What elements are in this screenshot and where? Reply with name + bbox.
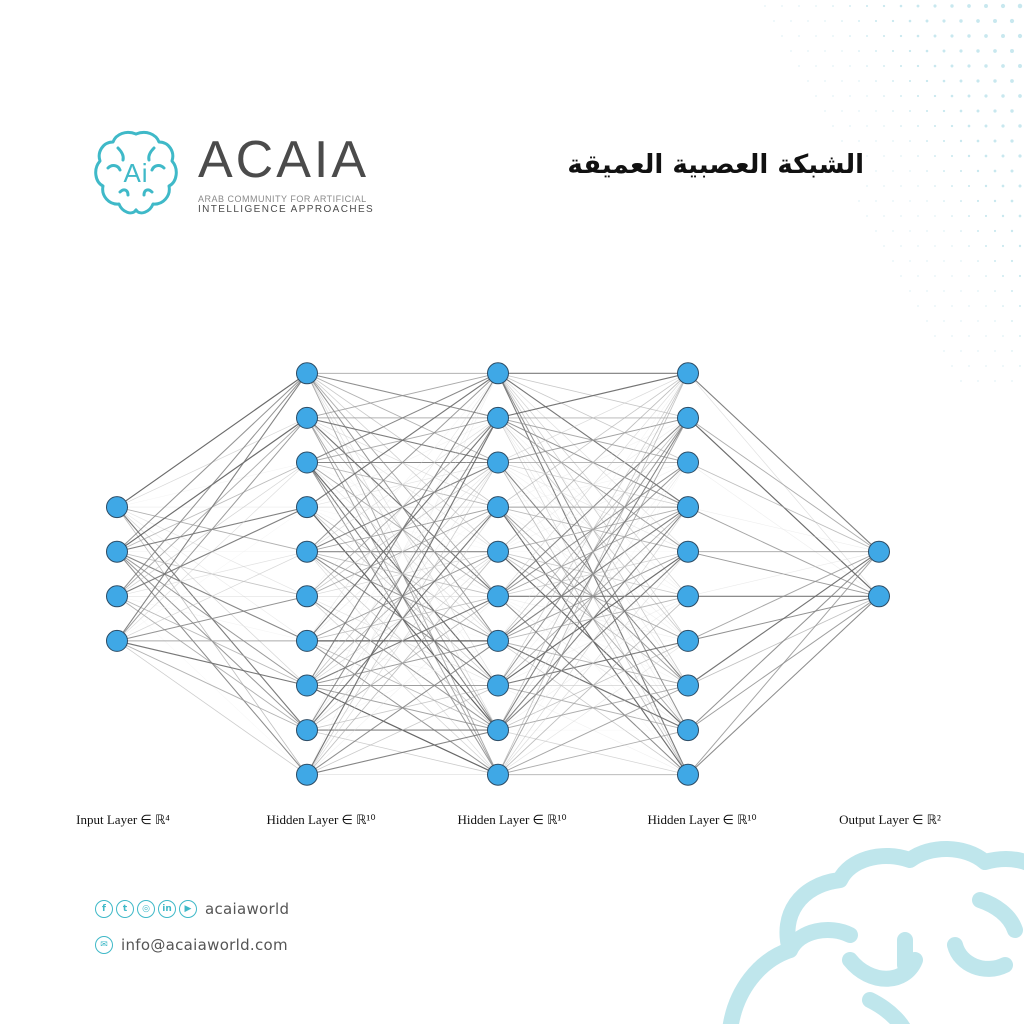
network-connections [117,373,879,774]
neuron-layer-0-node-3 [107,630,128,651]
neuron-layer-1-node-9 [297,764,318,785]
instagram-icon[interactable]: ◎ [137,900,155,918]
neuron-layer-2-node-8 [488,720,509,741]
facebook-icon[interactable]: f [95,900,113,918]
social-handle[interactable]: acaiaworld [205,900,290,918]
connection-l3-n3-l4-n0 [688,507,879,552]
neuron-layer-4-node-0 [869,541,890,562]
neuron-layer-1-node-3 [297,497,318,518]
neuron-layer-2-node-4 [488,541,509,562]
connection-l3-n9-l4-n1 [688,596,879,774]
neuron-layer-2-node-2 [488,452,509,473]
neuron-layer-1-node-8 [297,720,318,741]
email-contact [95,936,288,954]
neuron-layer-2-node-9 [488,764,509,785]
neuron-layer-4-node-1 [869,586,890,607]
layer-label-hidden-3: Hidden Layer ∈ ℝ¹⁰ [647,812,757,827]
network-neurons [107,363,890,785]
neuron-layer-2-node-6 [488,630,509,651]
neuron-layer-2-node-7 [488,675,509,696]
twitter-icon[interactable]: t [116,900,134,918]
neuron-layer-2-node-1 [488,407,509,428]
neuron-layer-3-node-1 [678,407,699,428]
neuron-layer-1-node-7 [297,675,318,696]
connection-l3-n1-l4-n0 [688,418,879,552]
neuron-layer-0-node-0 [107,497,128,518]
connection-l0-n0-l1-n0 [117,373,307,507]
layer-label-hidden-1: Hidden Layer ∈ ℝ¹⁰ [266,812,376,827]
email-link[interactable]: info@acaiaworld.com [121,936,288,954]
neuron-layer-2-node-3 [488,497,509,518]
neuron-layer-0-node-1 [107,541,128,562]
brand-tagline-line2: INTELLIGENCE APPROACHES [198,204,375,215]
connection-l3-n8-l4-n0 [688,552,879,730]
neuron-layer-1-node-0 [297,363,318,384]
connection-l0-n3-l1-n9 [117,641,307,775]
neuron-layer-1-node-6 [297,630,318,651]
neuron-layer-3-node-2 [678,452,699,473]
connection-l3-n2-l4-n0 [688,463,879,552]
neuron-layer-3-node-6 [678,630,699,651]
neuron-layer-3-node-9 [678,764,699,785]
layer-label-hidden-2: Hidden Layer ∈ ℝ¹⁰ [457,812,567,827]
linkedin-icon[interactable]: in [158,900,176,918]
neuron-layer-1-node-1 [297,407,318,428]
neuron-layer-1-node-2 [297,452,318,473]
connection-l0-n3-l1-n1 [117,418,307,641]
logo-mark: Ai [123,158,149,188]
brand-name: ACAIA [198,131,370,189]
neuron-layer-0-node-2 [107,586,128,607]
neuron-layer-3-node-0 [678,363,699,384]
neuron-layer-1-node-5 [297,586,318,607]
page-title: الشبكة العصبية العميقة [567,150,864,180]
neuron-layer-1-node-4 [297,541,318,562]
layer-label-input: Input Layer ∈ ℝ⁴ [76,812,170,827]
connection-l0-n2-l1-n0 [117,373,307,596]
social-links [95,900,289,918]
youtube-icon[interactable]: ▶ [179,900,197,918]
connection-l3-n9-l4-n0 [688,552,879,775]
connection-l0-n1-l1-n0 [117,373,307,551]
neuron-layer-3-node-3 [678,497,699,518]
neuron-layer-2-node-5 [488,586,509,607]
email-icon: ✉ [95,936,113,954]
layer-label-output: Output Layer ∈ ℝ² [839,812,941,827]
acaia-logo [94,128,375,224]
connection-l3-n7-l4-n0 [688,552,879,686]
neuron-layer-3-node-8 [678,720,699,741]
neuron-layer-3-node-5 [678,586,699,607]
brand-tagline-line1: ARAB COMMUNITY FOR ARTIFICIAL [198,194,367,204]
connection-l3-n0-l4-n0 [688,373,879,551]
connection-l0-n3-l1-n8 [117,641,307,730]
neuron-layer-3-node-7 [678,675,699,696]
neuron-layer-2-node-0 [488,363,509,384]
connection-l0-n3-l1-n7 [117,641,307,686]
neuron-layer-3-node-4 [678,541,699,562]
